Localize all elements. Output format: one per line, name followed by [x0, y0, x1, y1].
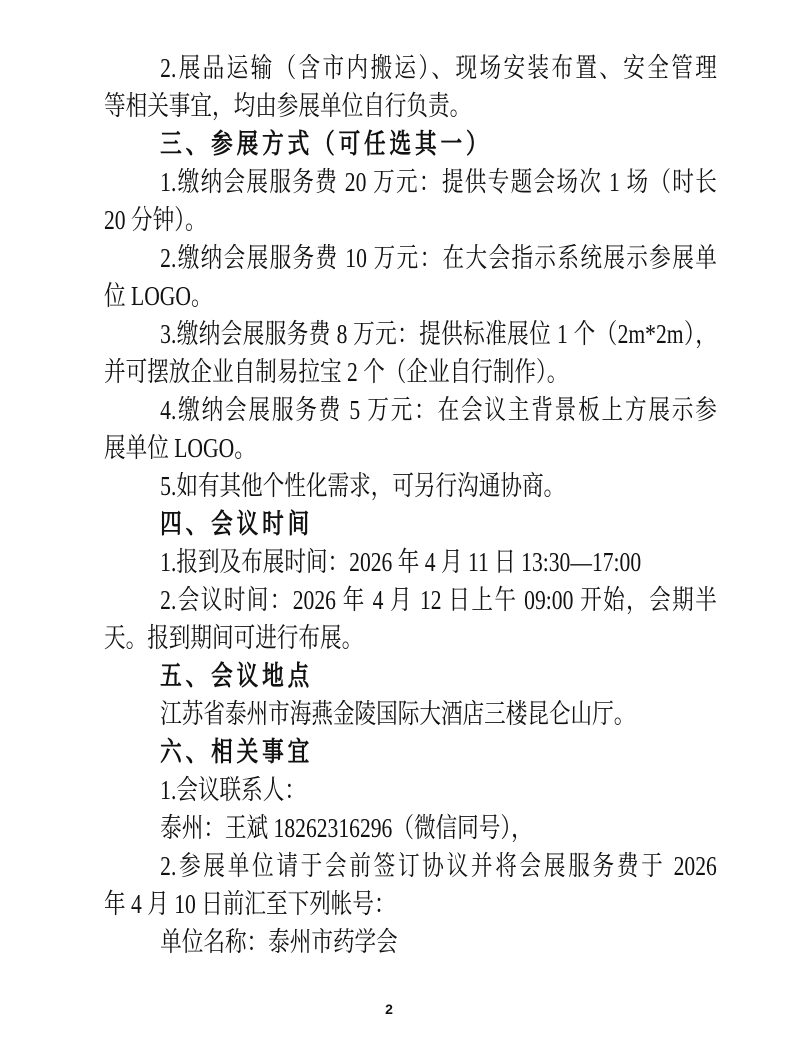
text-line: 2.缴纳会展服务费 10 万元：在大会指示系统展示参展单: [160, 243, 717, 273]
section-heading-text: 六、相关事宜: [160, 737, 314, 767]
paragraph: [104, 543, 717, 581]
text-line: 1.缴纳会展服务费 20 万元：提供专题会场次 1 场（时长: [160, 167, 717, 197]
paragraph: [104, 695, 717, 733]
section-heading: [104, 657, 717, 695]
text-line: 天。报到期间可进行布展。: [104, 623, 364, 653]
text-line: 20 分钟）。: [104, 205, 207, 235]
text-line: 2.会议时间：2026 年 4 月 12 日上午 09:00 开始，会期半: [160, 585, 717, 615]
section-heading-text: 四、会议时间: [160, 509, 314, 539]
page-number: 2: [385, 1001, 393, 1017]
text-line: 年 4 月 10 日前汇至下列帐号：: [104, 889, 396, 919]
text-line: 位 LOGO。: [104, 281, 213, 311]
paragraph: [104, 315, 717, 391]
paragraph: [104, 847, 717, 923]
paragraph: [104, 581, 717, 657]
section-heading: [104, 125, 717, 163]
text-line: 2.参展单位请于会前签订协议并将会展服务费于 2026: [160, 851, 717, 881]
paragraph: [104, 771, 717, 809]
text-line: 1.会议联系人：: [160, 775, 306, 805]
text-line: 泰州：王斌 18262316296（微信同号），: [160, 813, 533, 843]
section-heading-text: 三、参展方式（可任选其一）: [160, 129, 492, 159]
text-line: 等相关事宜，均由参展单位自行负责。: [104, 91, 472, 121]
paragraph: [104, 923, 717, 961]
text-line: 1.报到及布展时间：2026 年 4 月 11 日 13:30—17:00: [160, 547, 642, 577]
paragraph: [104, 467, 717, 505]
text-line: 4.缴纳会展服务费 5 万元：在会议主背景板上方展示参: [160, 395, 717, 425]
paragraph: [104, 809, 717, 847]
paragraph: [104, 163, 717, 239]
text-line: 展单位 LOGO。: [104, 433, 256, 463]
text-line: 江苏省泰州市海燕金陵国际大酒店三楼昆仑山厅。: [160, 699, 636, 729]
paragraph: [104, 239, 717, 315]
document-content: [104, 49, 717, 961]
page-footer: [0, 1001, 778, 1019]
text-line: 单位名称：泰州市药学会: [160, 927, 398, 957]
text-line: 3.缴纳会展服务费 8 万元：提供标准展位 1 个（2m*2m），: [160, 319, 717, 349]
paragraph: [104, 391, 717, 467]
section-heading: [104, 733, 717, 771]
text-line: 并可摆放企业自制易拉宝 2 个（企业自行制作）。: [104, 357, 569, 387]
section-heading: [104, 505, 717, 543]
text-line: 2.展品运输（含市内搬运）、现场安装布置、安全管理: [160, 53, 717, 83]
section-heading-text: 五、会议地点: [160, 661, 314, 691]
text-line: 5.如有其他个性化需求，可另行沟通协商。: [160, 471, 566, 501]
paragraph: [104, 49, 717, 125]
